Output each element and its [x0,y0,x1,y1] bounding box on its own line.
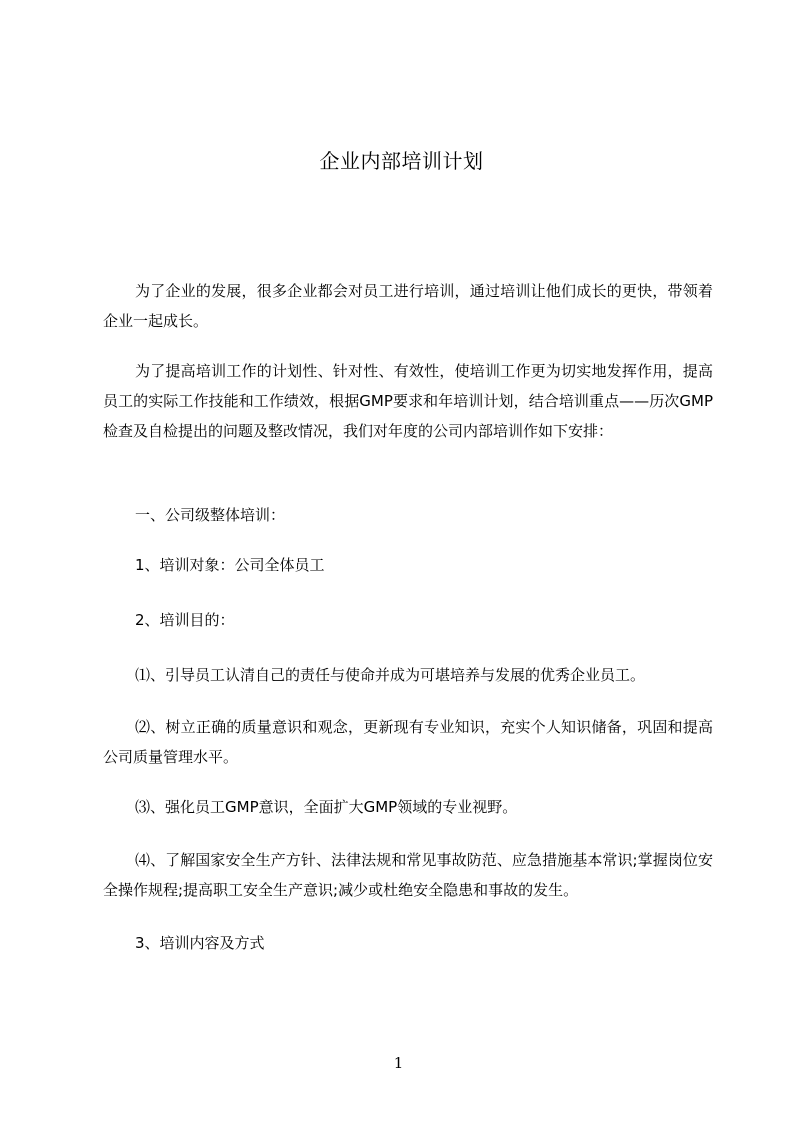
page-number: 1 [393,1054,404,1072]
section-heading-company-training: 一、公司级整体培训： [135,506,286,524]
paragraph-intro: 为了企业的发展，很多企业都会对员工进行培训，通过培训让他们成长的更快，带领着企业一起成长。 [103,282,713,330]
goal-item-2: ⑵、树立正确的质量意识和观念，更新现有专业知识，充实个人知识储备，巩固和提高公司质量管理水平。 [103,718,713,766]
document-title: 企业内部培训计划 [319,149,484,173]
item-training-content: 3、培训内容及方式 [135,934,265,952]
goal-item-1: ⑴、引导员工认清自己的责任与使命并成为可堪培养与发展的优秀企业员工。 [135,666,646,684]
paragraph-purpose: 为了提高培训工作的计划性、针对性、有效性，使培训工作更为切实地发挥作用，提高员工的实际工作技能和工作绩效，根据GMP要求和年培训计划，结合培训重点——历次GMP检查及自检提出的问题及整改情况，我们对年度的公司内部培训作如下安排： [103,362,713,440]
item-training-goal: 2、培训目的： [135,611,235,629]
goal-item-4: ⑷、了解国家安全生产方针、法律法规和常见事故防范、应急措施基本常识;掌握岗位安全操作规程;提高职工安全生产意识;减少或杜绝安全隐患和事故的发生。 [103,851,713,899]
goal-item-3: ⑶、强化员工GMP意识，全面扩大GMP领域的专业视野。 [135,798,518,816]
item-training-target: 1、培训对象：公司全体员工 [135,556,325,574]
